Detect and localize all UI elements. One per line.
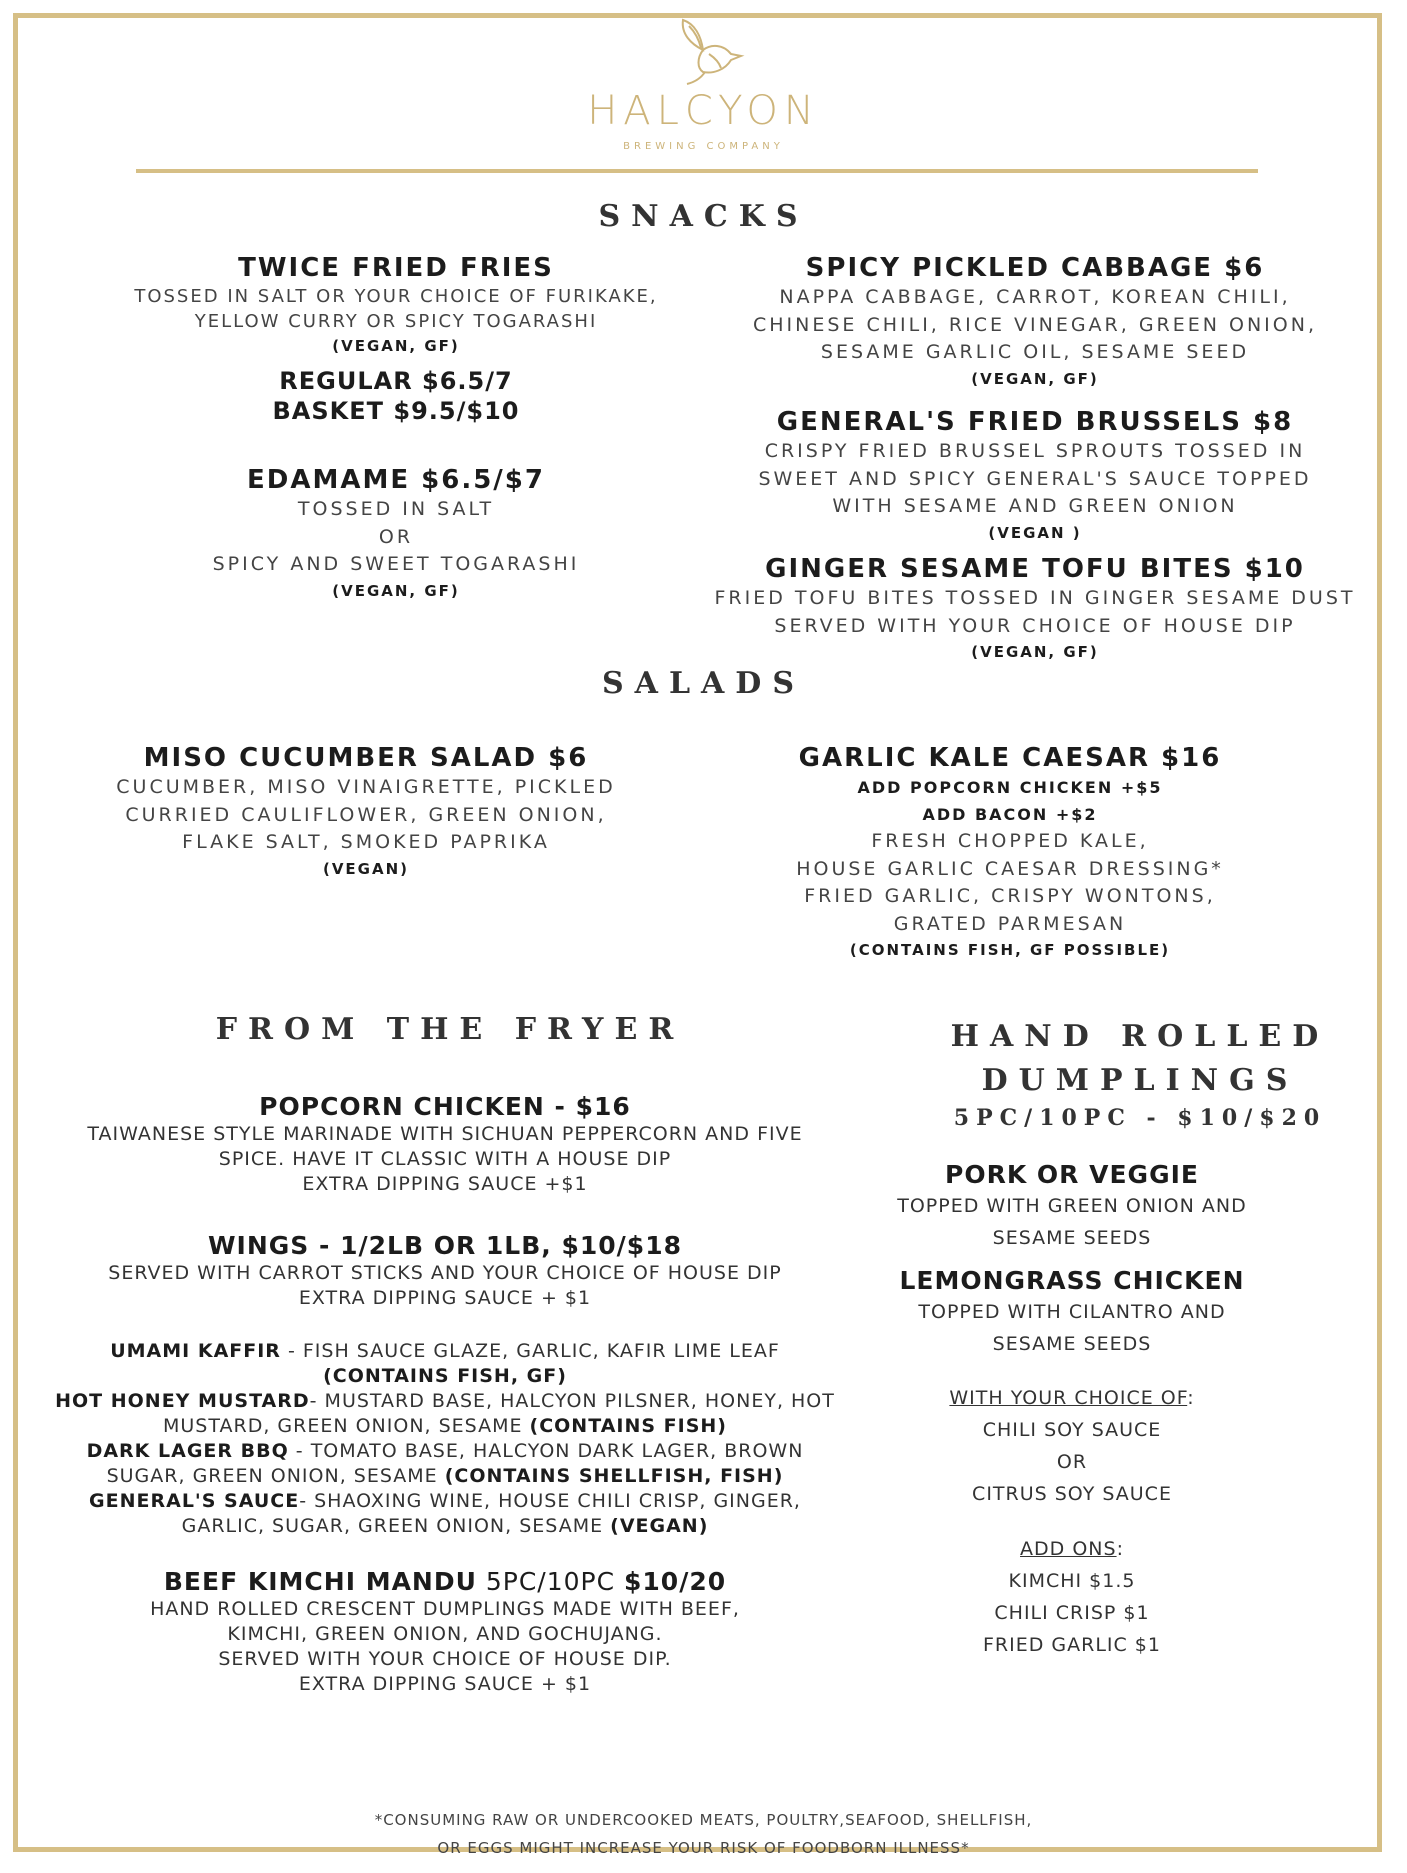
sauce-bbq: DARK LAGER BBQ - TOMATO BASE, HALCYON DARK LAGER, BROWN [86,1440,804,1462]
menu-item-pork-veggie [872,1160,1272,1254]
item-desc: CRISPY FRIED BRUSSEL SPROUTS TOSSED IN [764,440,1306,462]
menu-item-caesar [690,742,1330,962]
item-tags: (VEGAN, GF) [971,369,1099,388]
item-desc: SWEET AND SPICY GENERAL'S SAUCE TOPPED [758,467,1312,490]
item-desc: SPICE. HAVE IT CLASSIC WITH A HOUSE DIP [218,1148,672,1170]
footer-disclaimer [0,1806,1407,1862]
item-desc: SERVED WITH CARROT STICKS AND YOUR CHOICE OF HOUSE DIP [108,1262,782,1284]
item-addon: ADD BACON +$2 [922,805,1098,824]
item-tags: (VEGAN, GF) [332,581,460,600]
menu-item-tofu [690,553,1380,664]
item-name: EDAMAME $6.5/$7 [247,465,545,495]
menu-item-wings [30,1231,860,1311]
sauce-umami-tag: (CONTAINS FISH, GF) [323,1365,567,1387]
item-tags: (VEGAN, GF) [971,643,1099,661]
section-title-salads: SALADS [602,666,805,701]
item-desc: NAPPA CABBAGE, CARROT, KOREAN CHILI, [779,286,1291,308]
item-tags: (CONTAINS FISH, GF POSSIBLE) [849,941,1171,959]
sauce-choice [872,1382,1272,1510]
item-desc: TAIWANESE STYLE MARINADE WITH SICHUAN PEPPERCORN AND FIVE [87,1123,803,1145]
sauce-hot-honey-cont: MUSTARD, GREEN ONION, SESAME (CONTAINS FISH) [163,1415,727,1437]
sauce-hot-honey: HOT HONEY MUSTARD- MUSTARD BASE, HALCYON PILSNER, HONEY, HOT [55,1390,835,1412]
choice-label: WITH YOUR CHOICE OF: [949,1387,1195,1409]
item-desc: FRIED TOFU BITES TOSSED IN GINGER SESAME DUST [714,587,1356,609]
item-name: GINGER SESAME TOFU BITES $10 [765,554,1305,584]
item-desc: EXTRA DIPPING SAUCE +$1 [302,1173,588,1195]
add-ons [872,1533,1272,1661]
item-name: GENERAL'S FRIED BRUSSELS $8 [776,407,1294,437]
item-desc: SESAME SEEDS [992,1227,1152,1249]
addons-label: ADD ONS: [1020,1538,1124,1560]
item-price: REGULAR $6.5/7 [279,367,513,395]
item-desc: OR [378,525,414,548]
addon-item: KIMCHI $1.5 [1008,1570,1136,1592]
brand-name: HALCYON [587,88,820,134]
item-desc: CHINESE CHILI, RICE VINEGAR, GREEN ONION, [752,313,1317,336]
item-desc: GRATED PARMESAN [893,912,1127,935]
item-desc: WITH SESAME AND GREEN ONION [832,495,1238,517]
wing-sauces [20,1339,870,1539]
halcyon-bird-logo [665,14,745,86]
addon-item: CHILI CRISP $1 [994,1602,1150,1624]
item-name: PORK OR VEGGIE [945,1160,1199,1189]
item-desc: FRESH CHOPPED KALE, [871,830,1149,852]
sauce-umami: UMAMI KAFFIR - FISH SAUCE GLAZE, GARLIC, KAFIR LIME LEAF [110,1340,780,1362]
header-divider [136,169,1258,173]
footer-line: OR EGGS MIGHT INCREASE YOUR RISK OF FOODBORN ILLNESS* [437,1839,970,1857]
sauce-bbq-cont: SUGAR, GREEN ONION, SESAME (CONTAINS SHELLFISH, FISH) [106,1465,784,1487]
item-desc: EXTRA DIPPING SAUCE + $1 [298,1287,592,1309]
section-title-snacks: SNACKS [598,199,809,234]
menu-item-popcorn-chicken [30,1092,860,1197]
choice-option: CHILI SOY SAUCE [982,1419,1162,1441]
item-desc: EXTRA DIPPING SAUCE + $1 [298,1673,592,1695]
item-tags: (VEGAN ) [988,523,1082,542]
item-name: POPCORN CHICKEN - $16 [259,1092,631,1121]
item-name: WINGS - 1/2LB OR 1LB, $10/$18 [207,1231,682,1260]
item-desc: HAND ROLLED CRESCENT DUMPLINGS MADE WITH BEEF, [150,1598,740,1620]
item-name: BEEF KIMCHI MANDU 5PC/10PC $10/20 [163,1567,727,1596]
choice-option: CITRUS SOY SAUCE [972,1483,1172,1505]
item-tags: (VEGAN, GF) [332,337,460,355]
item-desc: TOSSED IN SALT OR YOUR CHOICE OF FURIKAKE, [134,286,658,307]
item-addon: ADD POPCORN CHICKEN +$5 [857,778,1163,797]
brand-subtitle: BREWING COMPANY [623,141,784,152]
item-desc: TOPPED WITH GREEN ONION AND [897,1195,1247,1217]
footer-line: *CONSUMING RAW OR UNDERCOOKED MEATS, POULTRY,SEAFOOD, SHELLFISH, [374,1811,1033,1829]
item-desc: FRIED GARLIC, CRISPY WONTONS, [804,885,1216,907]
item-desc: SESAME GARLIC OIL, SESAME SEED [820,341,1250,363]
menu-item-edamame [96,464,696,603]
item-desc: KIMCHI, GREEN ONION, AND GOCHUJANG. [227,1623,663,1645]
item-desc: SERVED WITH YOUR CHOICE OF HOUSE DIP. [218,1648,672,1670]
section-title-dumplings: HAND ROLLED DUMPLINGS [950,1019,1330,1098]
addon-item: FRIED GARLIC $1 [982,1634,1161,1656]
item-name: SPICY PICKLED CABBAGE $6 [805,253,1265,283]
item-name: MISO CUCUMBER SALAD $6 [143,743,589,773]
choice-or: OR [1056,1451,1088,1473]
item-desc: TOPPED WITH CILANTRO AND [918,1301,1226,1323]
menu-item-cabbage [690,252,1380,391]
sauce-generals-cont: GARLIC, SUGAR, GREEN ONION, SESAME (VEGAN) [181,1515,709,1537]
sauce-generals: GENERAL'S SAUCE- SHAOXING WINE, HOUSE CHILI CRISP, GINGER, [89,1490,801,1512]
menu-item-brussels [690,406,1380,545]
item-price: BASKET $9.5/$10 [272,397,520,425]
item-desc: SESAME SEEDS [992,1333,1152,1355]
menu-item-mandu [30,1567,860,1697]
item-desc: TOSSED IN SALT [297,498,495,520]
item-desc: CUCUMBER, MISO VINAIGRETTE, PICKLED [116,776,616,798]
item-desc: CURRIED CAULIFLOWER, GREEN ONION, [125,803,607,826]
item-desc: SPICY AND SWEET TOGARASHI [212,553,580,575]
item-desc: HOUSE GARLIC CAESAR DRESSING* [796,857,1224,880]
dumplings-price: 5PC/10PC - $10/$20 [953,1105,1327,1131]
item-desc: SERVED WITH YOUR CHOICE OF HOUSE DIP [774,614,1296,637]
menu-item-miso-salad [66,742,666,881]
section-title-fryer: FROM THE FRYER [215,1012,685,1047]
menu-item-lemongrass [872,1266,1272,1360]
item-tags: (VEGAN) [322,859,410,878]
item-name: GARLIC KALE CAESAR $16 [798,743,1222,773]
item-desc: YELLOW CURRY OR SPICY TOGARASHI [194,311,598,332]
menu-item-fries [96,252,696,426]
item-name: LEMONGRASS CHICKEN [899,1266,1245,1295]
item-desc: FLAKE SALT, SMOKED PAPRIKA [182,831,550,853]
item-name: TWICE FRIED FRIES [238,253,554,283]
